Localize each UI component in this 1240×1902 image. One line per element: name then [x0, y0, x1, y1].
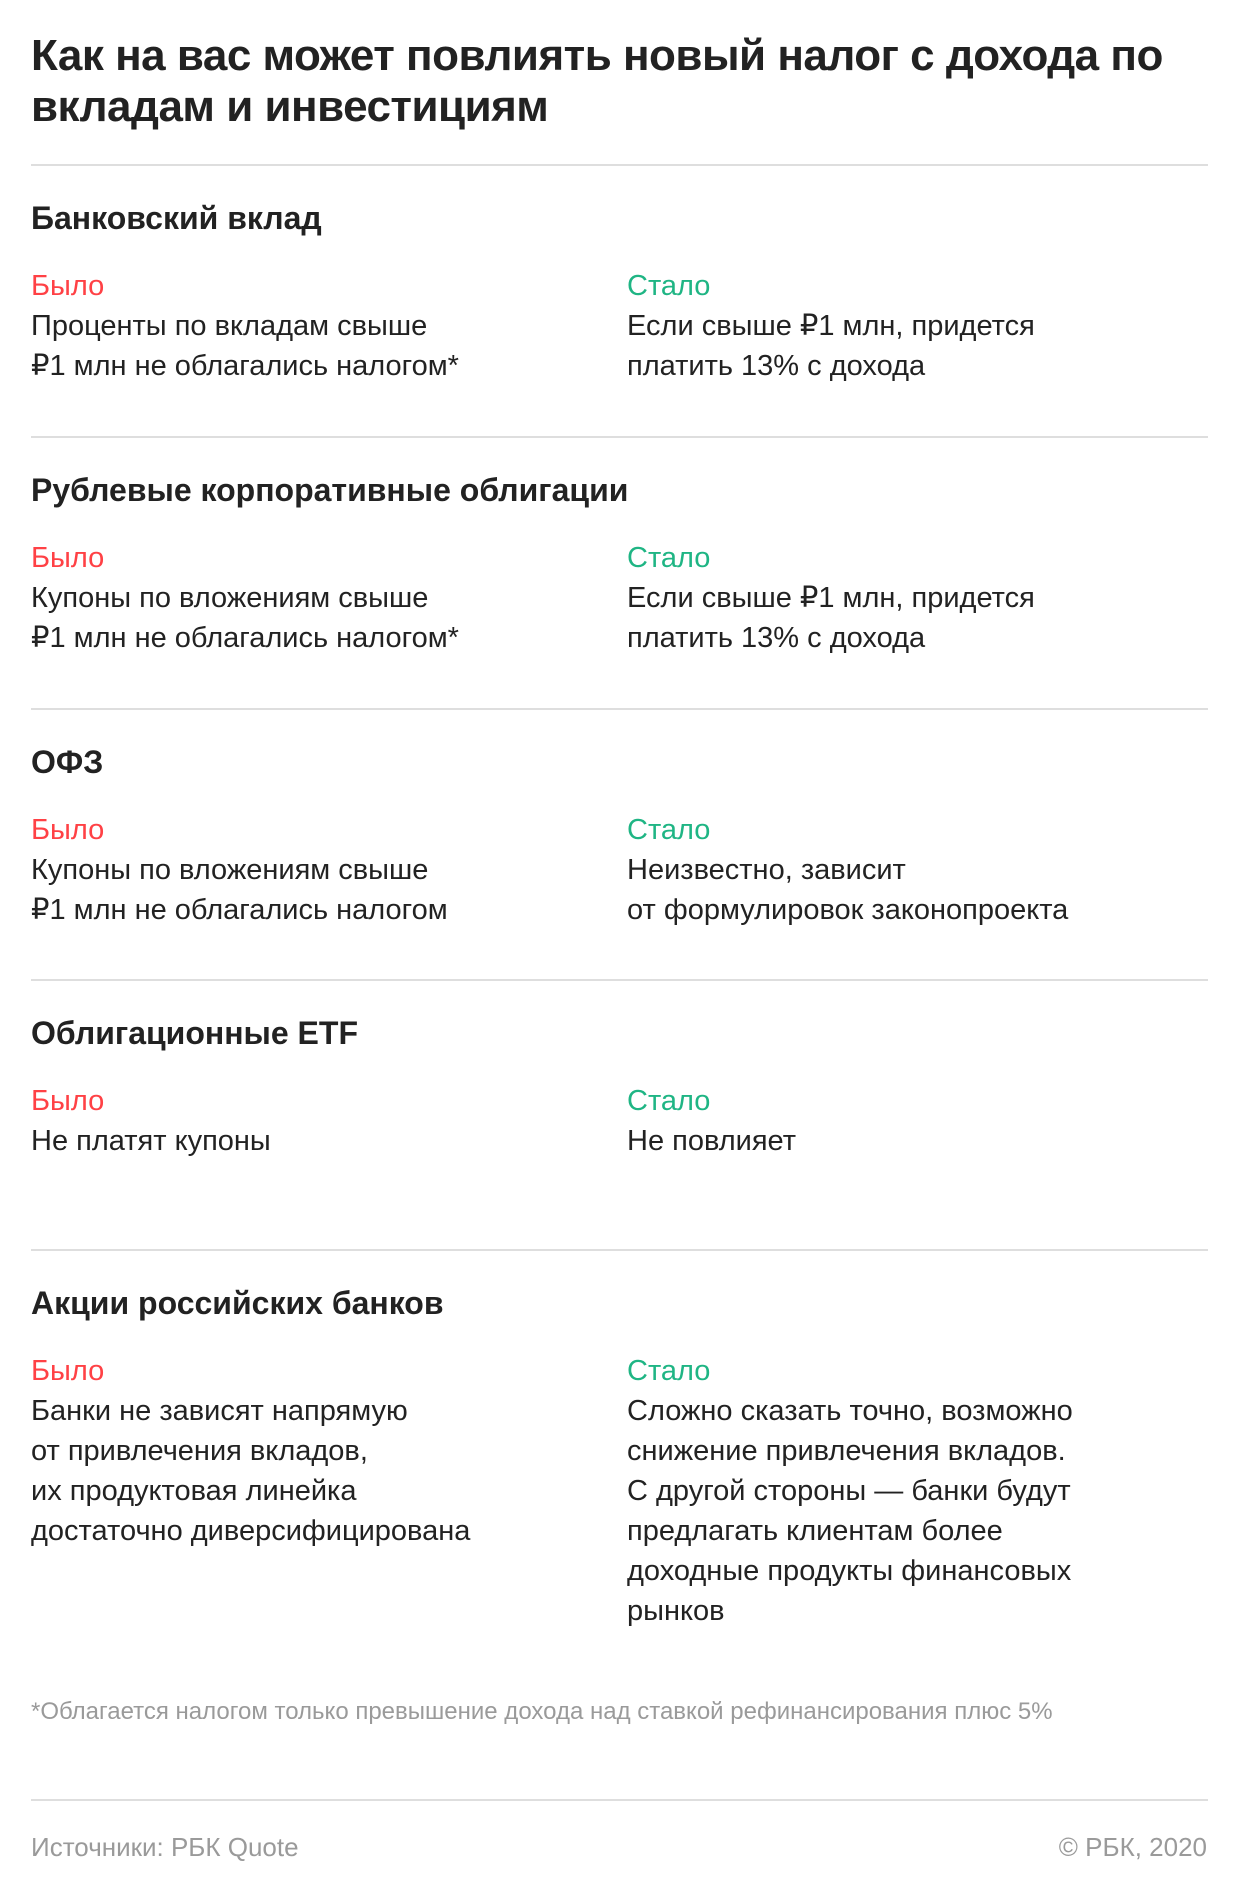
now-label: Стало — [627, 270, 711, 302]
was-label: Было — [31, 1355, 105, 1387]
was-column — [31, 810, 591, 930]
now-column — [627, 810, 1217, 930]
section-heading: Акции российских банков — [31, 1285, 444, 1321]
divider — [31, 436, 1208, 438]
section-heading: ОФЗ — [31, 744, 104, 780]
now-label: Стало — [627, 1085, 711, 1117]
was-column — [31, 1351, 591, 1551]
was-text: Не платят купоны — [31, 1125, 271, 1157]
footnote: *Облагается налогом только превышение дохода над ставкой рефинансирования плюс 5% — [31, 1698, 1053, 1725]
now-label: Стало — [627, 814, 711, 846]
divider — [31, 1249, 1208, 1251]
sources: Источники: РБК Quote — [31, 1832, 299, 1862]
now-column — [627, 538, 1217, 658]
was-column — [31, 538, 591, 658]
now-text: Не повлияет — [627, 1125, 796, 1157]
was-label: Было — [31, 270, 105, 302]
was-column — [31, 266, 591, 386]
was-label: Было — [31, 814, 105, 846]
was-text: Проценты по вкладам свыше ₽1 млн не облагались налогом* — [31, 310, 459, 382]
divider — [31, 1799, 1208, 1801]
page-title: Как на вас может повлиять новый налог с дохода по вкладам и инвестициям — [31, 31, 1163, 131]
section-heading: Рублевые корпоративные облигации — [31, 472, 629, 508]
now-column — [627, 1351, 1217, 1631]
now-column — [627, 266, 1217, 386]
now-text: Если свыше ₽1 млн, придется платить 13% с дохода — [627, 310, 1035, 382]
now-text: Неизвестно, зависит от формулировок законопроекта — [627, 854, 1069, 926]
copyright: © РБК, 2020 — [1058, 1832, 1207, 1862]
now-label: Стало — [627, 1355, 711, 1387]
now-column — [627, 1081, 1217, 1161]
now-text: Если свыше ₽1 млн, придется платить 13% с дохода — [627, 582, 1035, 654]
now-label: Стало — [627, 542, 711, 574]
divider — [31, 708, 1208, 710]
was-text: Купоны по вложениям свыше ₽1 млн не облагались налогом — [31, 854, 448, 926]
section-heading: Банковский вклад — [31, 200, 322, 236]
section-heading: Облигационные ETF — [31, 1015, 358, 1051]
now-text: Сложно сказать точно, возможно снижение привлечения вкладов. С другой стороны — банки будут предлагать клиентам более доходные продукты финансовых рынков — [627, 1395, 1073, 1627]
was-text: Купоны по вложениям свыше ₽1 млн не облагались налогом* — [31, 582, 459, 654]
was-text: Банки не зависят напрямую от привлечения вкладов, их продуктовая линейка достаточно диверсифицирована — [31, 1395, 471, 1547]
divider — [31, 164, 1208, 166]
divider — [31, 979, 1208, 981]
was-label: Было — [31, 1085, 105, 1117]
was-label: Было — [31, 542, 105, 574]
was-column — [31, 1081, 591, 1161]
